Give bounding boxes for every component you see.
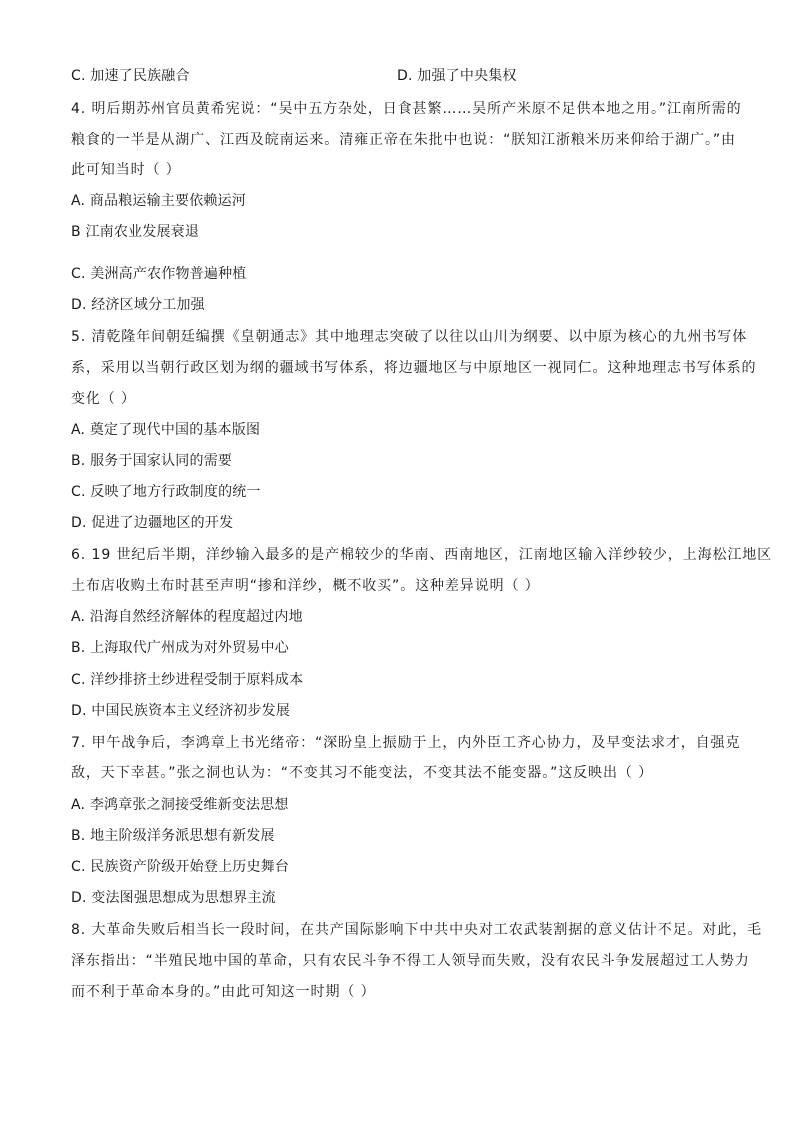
- q3-option-d: D. 加强了中央集权: [397, 68, 517, 84]
- q5-option-a: A. 奠定了现代中国的基本版图: [71, 422, 261, 438]
- q7-option-a: A. 李鸿章张之洞接受维新变法思想: [71, 797, 289, 813]
- q6-option-b: B. 上海取代广州成为对外贸易中心: [71, 640, 289, 656]
- q4-stem-line-3: 此可知当时（ ）: [71, 162, 181, 178]
- q4-option-a: A. 商品粮运输主要依赖运河: [71, 193, 247, 209]
- q6-option-c: C. 洋纱排挤土纱进程受制于原料成本: [71, 672, 304, 688]
- q6-stem-line-2: 土布店收购土布时甚至声明“掺和洋纱，概不收买”。这种差异说明（ ）: [71, 578, 540, 594]
- q3-option-c: C. 加速了民族融合: [71, 68, 190, 84]
- q4-option-b: B 江南农业发展衰退: [71, 224, 200, 240]
- q5-stem-line-2: 系，采用以当朝行政区划为纲的疆域书写体系，将边疆地区与中原地区一视同仁。这种地理志书写体系的: [71, 360, 757, 376]
- q6-option-a: A. 沿海自然经济解体的程度超过内地: [71, 609, 303, 625]
- q4-option-d: D. 经济区域分工加强: [71, 297, 205, 313]
- q7-stem-line-2: 敌，天下幸甚。”张之洞也认为：“不变其习不能变法，不变其法不能变器。”这反映出（ ）: [71, 765, 654, 781]
- q5-stem-line-3: 变化（ ）: [71, 391, 136, 407]
- q5-option-d: D. 促进了边疆地区的开发: [71, 515, 234, 531]
- q8-stem-line-2: 泽东指出：“半殖民地中国的革命，只有农民斗争不得工人领导而失败，没有农民斗争发展超过工人势力: [71, 953, 750, 969]
- q4-option-c: C. 美洲高产农作物普遍种植: [71, 266, 247, 282]
- q5-option-b: B. 服务于国家认同的需要: [71, 453, 233, 469]
- q6-stem-line-1: 6. 19 世纪后半期，洋纱输入最多的是产棉较少的华南、西南地区，江南地区输入洋纱较少，上海松江地区: [71, 547, 773, 563]
- q6-option-d: D. 中国民族资本主义经济初步发展: [71, 703, 291, 719]
- q7-option-c: C. 民族资产阶级开始登上历史舞台: [71, 859, 290, 875]
- q7-stem-line-1: 7. 甲午战争后，李鸿章上书光绪帝：“深盼皇上振励于上，内外臣工齐心协力，及早变法求才，自强克: [71, 735, 741, 751]
- q4-stem-line-1: 4. 明后期苏州官员黄希宪说：“吴中五方杂处，日食甚繁……吴所产米原不足供本地之用。”江南所需的: [71, 101, 742, 117]
- q4-stem-line-2: 粮食的一半是从湖广、江西及皖南运来。清雍正帝在朱批中也说：“朕知江浙粮米历来仰给于湖广。”由: [71, 132, 736, 148]
- q5-stem-line-1: 5. 清乾隆年间朝廷编撰《皇朝通志》其中地理志突破了以往以山川为纲要、以中原为核心的九州书写体: [71, 329, 748, 345]
- q7-option-d: D. 变法图强思想成为思想界主流: [71, 890, 276, 906]
- q8-stem-line-1: 8. 大革命失败后相当长一段时间，在共产国际影响下中共中央对工农武装割据的意义估计不足。对此，毛: [71, 922, 763, 938]
- q8-stem-line-3: 而不利于革命本身的。”由此可知这一时期（ ）: [71, 984, 376, 1000]
- q5-option-c: C. 反映了地方行政制度的统一: [71, 484, 261, 500]
- q7-option-b: B. 地主阶级洋务派思想有新发展: [71, 828, 275, 844]
